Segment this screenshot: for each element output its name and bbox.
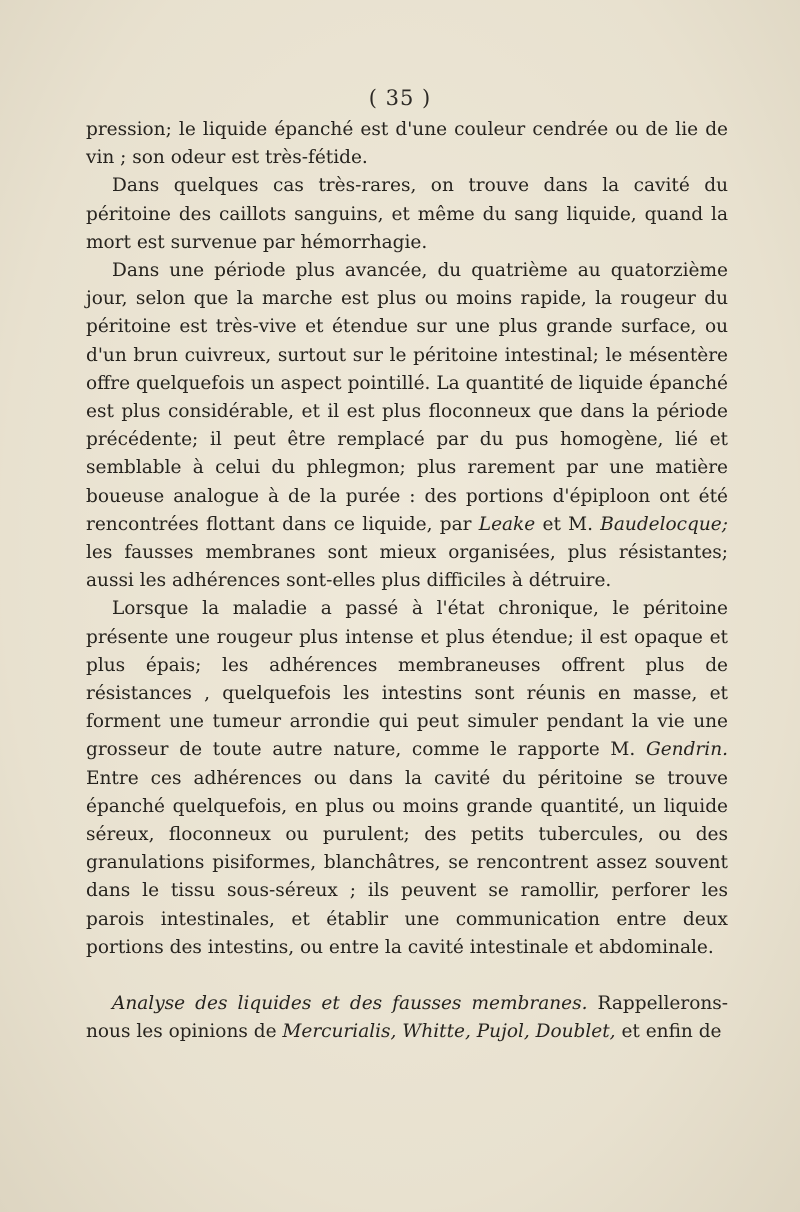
text-segment: Entre ces adhérences ou dans la cavité du péritoine se trouve épanché quelquefois, en plus ou moins grande quantité, un liquide séreux, floconneux ou purulent; des petits tubercules, ou des granulations pisiformes, blanchâtres, se rencontrent assez souvent dans le tissu sous-séreux ; ils peuvent se ramollir, perforer les parois intestinales, et établir une communication entre deux portions des intestins, ou entre la cavité intestinale et abdominale. <box>86 767 728 958</box>
text-segment: les fausses membranes sont mieux organisées, plus résistantes; aussi les adhérences sont-elles plus difficiles à détruire. <box>86 542 728 592</box>
text-segment: Dans une période plus avancée, du quatrième au quatorzième jour, selon que la marche est plus ou moins rapide, la rougeur du péritoine est très-vive et étendue sur une plus grande surface, ou d'un brun cuivreux, surtout sur le péritoine intestinal; le mésentère offre quelquefois un aspect pointillé. La quantité de liquide épanché est plus considérable, et il est plus floconneux que dans la période précédente; il peut être remplacé par du pus homogène, lié et semblable à celui du phlegmon; plus rarement par une matière boueuse analogue à de la purée : des portions d'épiploon ont été rencontrées flottant dans ce liquide, par <box>86 260 728 535</box>
text-segment: et M. <box>535 513 601 535</box>
author-name-baudelocque: Baudelocque; <box>600 513 728 535</box>
text-segment: Lorsque la maladie a passé à l'état chronique, le péritoine présente une rougeur plus intense et plus étendue; il est opaque et plus épais; les adhérences membraneuses offrent plus de résistances , quelquefois les intestins sont réunis en masse, et forment une tumeur arrondie qui peut simuler pendant la vie une grosseur de toute autre nature, comme le rapporte M. <box>86 598 728 761</box>
paragraph-5 <box>86 990 728 1046</box>
text-segment: pression; le liquide épanché est d'une couleur cendrée ou de lie de vin ; son odeur est très-fétide. <box>86 119 728 169</box>
body-text <box>86 116 728 1047</box>
author-name-gendrin: Gendrin. <box>645 739 728 761</box>
text-segment: et enfin de <box>615 1021 722 1043</box>
text-segment: Dans quelques cas très-rares, on trouve dans la cavité du péritoine des caillots sanguins, et même du sang liquide, quand la mort est survenue par hémorrhagie. <box>86 175 728 253</box>
paragraph-1 <box>86 116 728 172</box>
text-segment: Rappellerons-nous les opinions de <box>86 993 728 1043</box>
author-names: Mercurialis, Whitte, Pujol, Doublet, <box>282 1021 616 1043</box>
paragraph-3 <box>86 257 728 595</box>
author-name-leake: Leake <box>478 513 536 535</box>
page-number: ( 35 ) <box>368 86 432 110</box>
paragraph-4 <box>86 595 728 962</box>
paragraph-spacer <box>86 962 728 990</box>
section-heading: Analyse des liquides et des fausses membranes. <box>112 993 588 1015</box>
paragraph-2 <box>86 172 728 257</box>
